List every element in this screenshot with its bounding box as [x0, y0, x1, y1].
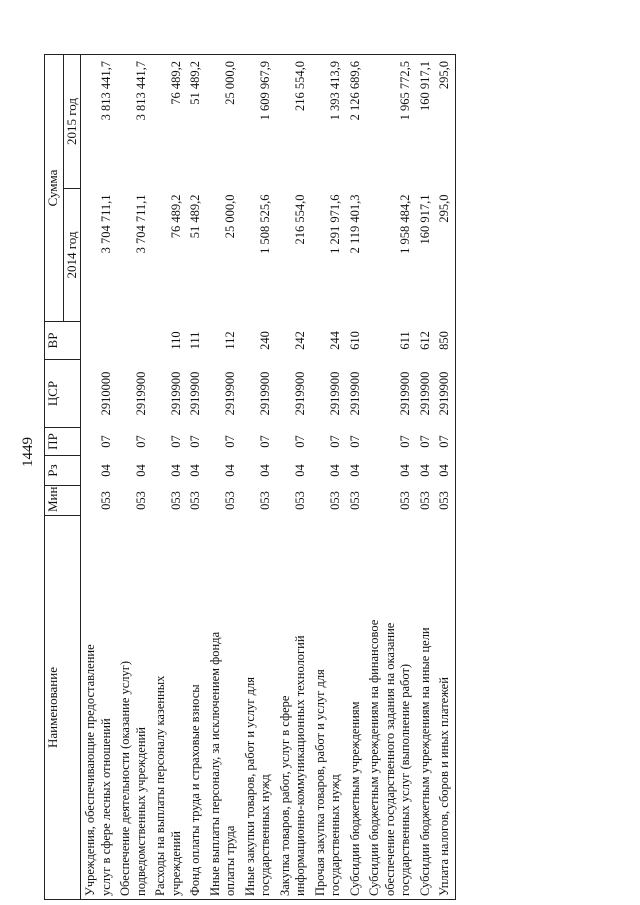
cell-min: 053 — [347, 491, 362, 510]
cell-vr: 111 — [188, 331, 202, 350]
table-row — [206, 55, 241, 900]
cell-rz: 04 — [258, 464, 272, 477]
cell-pr: 07 — [347, 435, 362, 448]
row-name-line: Уплата налогов, сборов и иных платежей — [437, 677, 451, 896]
row-name-line: подведомственных учреждений — [133, 727, 148, 896]
table-row — [241, 55, 276, 900]
header-2015: 2015 год — [64, 55, 81, 189]
cell-pr: 07 — [223, 435, 237, 448]
cell-v2014: 1 508 525,6 — [258, 194, 272, 254]
cell-v2015: 25 000,0 — [206, 55, 241, 189]
table-row — [116, 55, 151, 900]
cell-vr: 610 — [347, 331, 362, 350]
cell-csr: 2910000 — [98, 371, 113, 416]
cell-pr: 07 — [435, 428, 455, 456]
row-name — [186, 516, 206, 900]
cell-v2014: 295,0 — [435, 189, 455, 322]
table-header — [45, 55, 81, 900]
cell-rz: 04 — [133, 464, 148, 477]
cell-v2015: 1 965 772,5 — [365, 55, 416, 189]
cell-min: 053 — [98, 491, 113, 510]
table-row — [365, 55, 416, 900]
cell-csr: 2919900 — [168, 371, 183, 416]
cell-pr: 07 — [133, 435, 148, 448]
cell-vr: 244 — [328, 331, 342, 350]
cell-v2015: 3 813 441,7 — [116, 55, 151, 189]
row-name — [151, 516, 186, 900]
cell-v2014: 216 554,0 — [293, 194, 307, 245]
row-name-line: Закупка товаров, работ, услуг в сфере — [277, 695, 292, 896]
cell-v2014: 3 704 711,1 — [133, 194, 148, 254]
cell-min: 053 — [398, 491, 412, 510]
cell-csr: 2919900 — [398, 371, 412, 416]
cell-csr: 2919900 — [188, 371, 202, 416]
cell-v2014: 76 489,2 — [168, 194, 183, 239]
row-name-line: государственных услуг (выполнение работ) — [398, 663, 412, 896]
row-name-line: услуг в сфере лесных отношений — [98, 718, 113, 896]
row-name-line: Субсидии бюджетным учреждениям на иные цели — [417, 627, 432, 896]
cell-csr: 2919900 — [328, 371, 342, 416]
cell-vr: 112 — [223, 331, 237, 350]
row-name — [116, 516, 151, 900]
cell-v2014: 2 119 401,3 — [347, 194, 362, 254]
cell-min: 053 — [188, 491, 202, 510]
row-name-line: Обеспечение деятельности (оказание услуг) — [118, 660, 132, 896]
table-row — [151, 55, 186, 900]
cell-pr: 07 — [188, 435, 202, 448]
cell-v2014: 1 958 484,2 — [398, 194, 412, 254]
cell-pr: 07 — [98, 435, 113, 448]
header-sum: Сумма — [45, 55, 64, 322]
cell-v2015: 1 393 413,9 — [311, 55, 346, 189]
header-pr: ПР — [45, 428, 81, 456]
cell-v2015: 3 813 441,7 — [81, 55, 117, 189]
cell-csr: 2919900 — [133, 371, 148, 416]
cell-rz: 04 — [435, 456, 455, 486]
cell-pr: 07 — [258, 435, 272, 448]
cell-v2015: 216 554,0 — [276, 55, 311, 189]
cell-csr: 2919900 — [293, 371, 307, 416]
cell-v2014: 3 704 711,1 — [98, 194, 113, 254]
cell-rz: 04 — [398, 464, 412, 477]
cell-pr: 07 — [398, 435, 412, 448]
cell-rz: 04 — [417, 464, 432, 477]
row-name — [81, 516, 117, 900]
table-row — [81, 55, 117, 900]
row-name — [365, 516, 416, 900]
cell-csr: 2919900 — [223, 371, 237, 416]
row-name-line: Учреждения, обеспечивающие предоставление — [83, 644, 97, 896]
table-row — [311, 55, 346, 900]
cell-v2014: 160 917,1 — [417, 194, 432, 245]
cell-min: 053 — [293, 491, 307, 510]
cell-min: 053 — [258, 491, 272, 510]
row-name — [241, 516, 276, 900]
table-row — [435, 55, 455, 900]
table-row — [416, 55, 436, 900]
row-name-line: Расходы на выплаты персоналу казенных — [153, 675, 167, 896]
cell-pr: 07 — [168, 435, 183, 448]
row-name — [311, 516, 346, 900]
cell-csr: 2919900 — [347, 371, 362, 416]
header-rz: Рз — [45, 456, 81, 486]
cell-vr — [81, 322, 117, 360]
cell-rz: 04 — [98, 464, 113, 477]
row-name — [346, 516, 366, 900]
cell-v2014: 51 489,2 — [188, 194, 202, 239]
cell-pr: 07 — [293, 435, 307, 448]
row-name — [206, 516, 241, 900]
budget-table — [44, 54, 456, 900]
cell-rz: 04 — [188, 464, 202, 477]
table-row — [346, 55, 366, 900]
cell-rz: 04 — [293, 464, 307, 477]
row-name-line: оплаты труда — [223, 825, 237, 896]
cell-pr: 07 — [328, 435, 342, 448]
cell-vr: 110 — [168, 331, 183, 350]
header-vr: ВР — [45, 322, 81, 360]
row-name-line: информационно-коммуникационных технологий — [293, 635, 307, 896]
row-name-line: учреждений — [168, 831, 183, 896]
cell-v2015: 160 917,1 — [416, 55, 436, 189]
cell-csr: 2919900 — [435, 360, 455, 428]
cell-min: 053 — [417, 491, 432, 510]
header-csr: ЦСР — [45, 360, 81, 428]
row-name-line: государственных нужд — [258, 774, 272, 896]
row-name-line: Иные закупки товаров, работ и услуг для — [242, 676, 257, 896]
cell-v2015: 51 489,2 — [186, 55, 206, 189]
header-2014: 2014 год — [64, 189, 81, 322]
cell-min: 053 — [223, 491, 237, 510]
page-number: 1449 — [20, 437, 36, 467]
header-name: Наименование — [45, 516, 81, 900]
table-body — [81, 55, 456, 900]
table-row — [186, 55, 206, 900]
row-name — [276, 516, 311, 900]
table-row — [276, 55, 311, 900]
cell-min: 053 — [435, 486, 455, 516]
cell-pr: 07 — [417, 435, 432, 448]
cell-rz: 04 — [328, 464, 342, 477]
cell-v2014: 1 291 971,6 — [328, 194, 342, 254]
cell-rz: 04 — [347, 464, 362, 477]
header-min: Мин — [45, 486, 81, 516]
cell-csr: 2919900 — [417, 371, 432, 416]
cell-v2015: 76 489,2 — [151, 55, 186, 189]
row-name-line: государственных нужд — [328, 774, 342, 896]
cell-v2015: 295,0 — [435, 55, 455, 189]
cell-vr: 850 — [435, 322, 455, 360]
cell-v2014: 25 000,0 — [223, 194, 237, 239]
cell-vr — [116, 322, 151, 360]
row-name-line: Иные выплаты персоналу, за исключением фонда — [207, 631, 222, 896]
cell-v2015: 2 126 689,6 — [346, 55, 366, 189]
cell-vr: 611 — [398, 331, 412, 350]
row-name-line: обеспечение государственного задания на оказание — [382, 622, 397, 896]
row-name-line: Прочая закупка товаров, работ и услуг для — [312, 669, 327, 896]
cell-csr: 2919900 — [258, 371, 272, 416]
row-name-line: Субсидии бюджетным учреждениям на финансовое — [367, 619, 381, 896]
cell-vr: 612 — [417, 331, 432, 350]
cell-v2015: 1 609 967,9 — [241, 55, 276, 189]
cell-vr: 240 — [258, 331, 272, 350]
row-name-line: Субсидии бюджетным учреждениям — [347, 701, 362, 896]
cell-min: 053 — [133, 491, 148, 510]
row-name-line: Фонд оплаты труда и страховые взносы — [188, 684, 202, 896]
cell-min: 053 — [168, 491, 183, 510]
cell-rz: 04 — [168, 464, 183, 477]
cell-rz: 04 — [223, 464, 237, 477]
row-name — [416, 516, 436, 900]
cell-vr: 242 — [293, 331, 307, 350]
cell-min: 053 — [328, 491, 342, 510]
row-name — [435, 516, 455, 900]
